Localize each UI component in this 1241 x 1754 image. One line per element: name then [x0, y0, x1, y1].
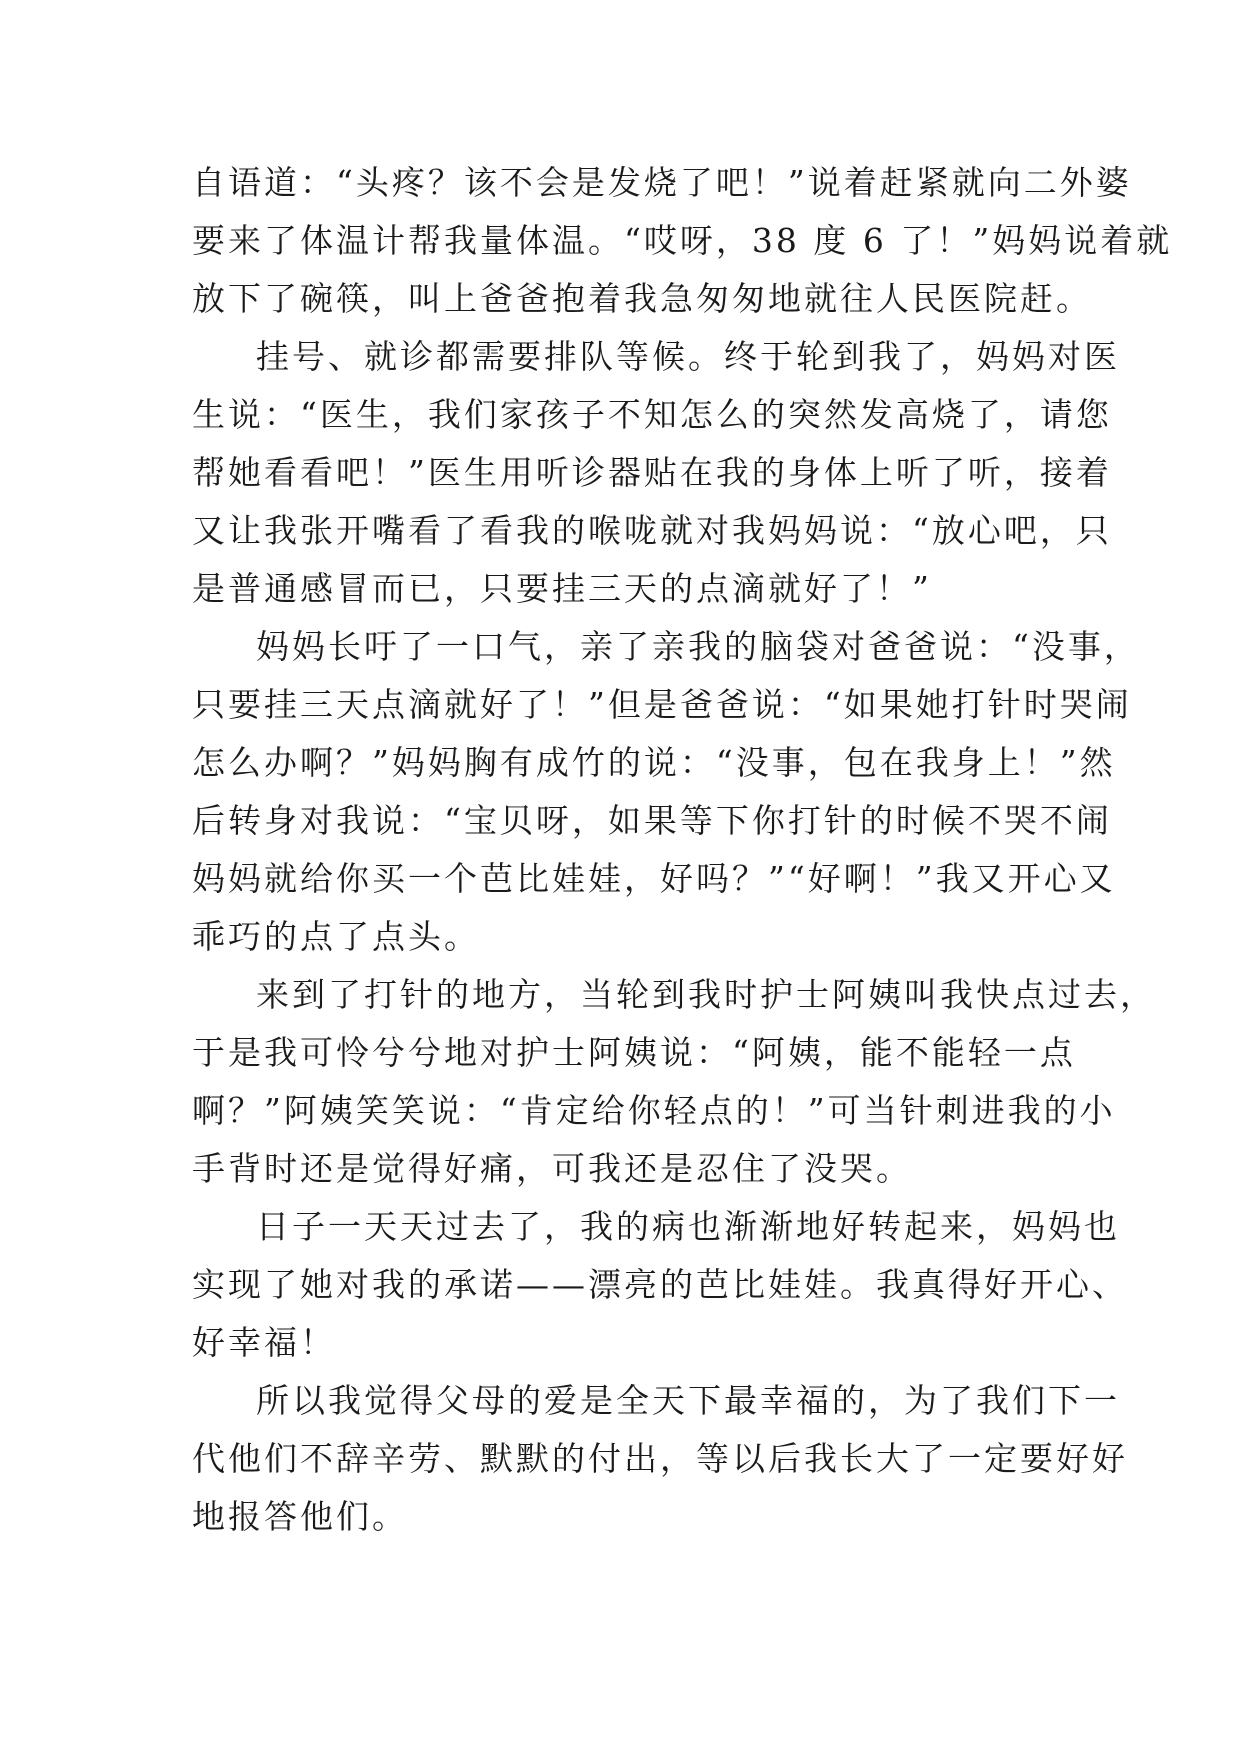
paragraph-3-line-1: 妈妈长吁了一口气，亲了亲我的脑袋对爸爸说：“没事，: [256, 627, 1140, 666]
paragraph-4-line-2: 于是我可怜兮兮地对护士阿姨说：“阿姨，能不能轻一点: [192, 1033, 1076, 1072]
paragraph-4-line-3: 啊？”阿姨笑笑说：“肯定给你轻点的！”可当针刺进我的小: [192, 1091, 1116, 1130]
paragraph-1-line-2: 要来了体温计帮我量体温。“哎呀，38 度 6 了！”妈妈说着就: [192, 221, 1173, 260]
paragraph-2-line-2: 生说：“医生，我们家孩子不知怎么的突然发高烧了，请您: [192, 395, 1112, 434]
paragraph-2-line-4: 又让我张开嘴看了看我的喉咙就对我妈妈说：“放心吧，只: [192, 511, 1112, 550]
paragraph-6-line-2: 代他们不辞辛劳、默默的付出，等以后我长大了一定要好好: [192, 1439, 1128, 1478]
paragraph-2-line-3: 帮她看看吧！”医生用听诊器贴在我的身体上听了听，接着: [192, 453, 1112, 492]
paragraph-4-line-1: 来到了打针的地方，当轮到我时护士阿姨叫我快点过去，: [256, 975, 1156, 1014]
paragraph-5-line-1: 日子一天天过去了，我的病也渐渐地好转起来，妈妈也: [256, 1207, 1120, 1246]
paragraph-1-line-3: 放下了碗筷，叫上爸爸抱着我急匆匆地就往人民医院赶。: [192, 279, 1092, 318]
paragraph-3-line-5: 妈妈就给你买一个芭比娃娃，好吗？”“好啊！”我又开心又: [192, 859, 1116, 898]
paragraph-2-line-1: 挂号、就诊都需要排队等候。终于轮到我了，妈妈对医: [256, 337, 1120, 376]
paragraph-6-line-3: 地报答他们。: [192, 1497, 408, 1536]
paragraph-3-line-3: 怎么办啊？”妈妈胸有成竹的说：“没事，包在我身上！”然: [192, 743, 1116, 782]
paragraph-6-line-1: 所以我觉得父母的爱是全天下最幸福的，为了我们下一: [256, 1381, 1120, 1420]
paragraph-1-line-1: 自语道：“头疼？该不会是发烧了吧！”说着赶紧就向二外婆: [192, 163, 1132, 202]
paragraph-5-line-3: 好幸福！: [192, 1323, 336, 1362]
paragraph-3-line-6: 乖巧的点了点头。: [192, 917, 480, 956]
paragraph-3-line-2: 只要挂三天点滴就好了！”但是爸爸说：“如果她打针时哭闹: [192, 685, 1132, 724]
paragraph-5-line-2: 实现了她对我的承诺——漂亮的芭比娃娃。我真得好开心、: [192, 1265, 1128, 1304]
paragraph-4-line-4: 手背时还是觉得好痛，可我还是忍住了没哭。: [192, 1149, 912, 1188]
paragraph-3-line-4: 后转身对我说：“宝贝呀，如果等下你打针的时候不哭不闹: [192, 801, 1112, 840]
paragraph-2-line-5: 是普通感冒而已，只要挂三天的点滴就好了！”: [192, 569, 932, 608]
